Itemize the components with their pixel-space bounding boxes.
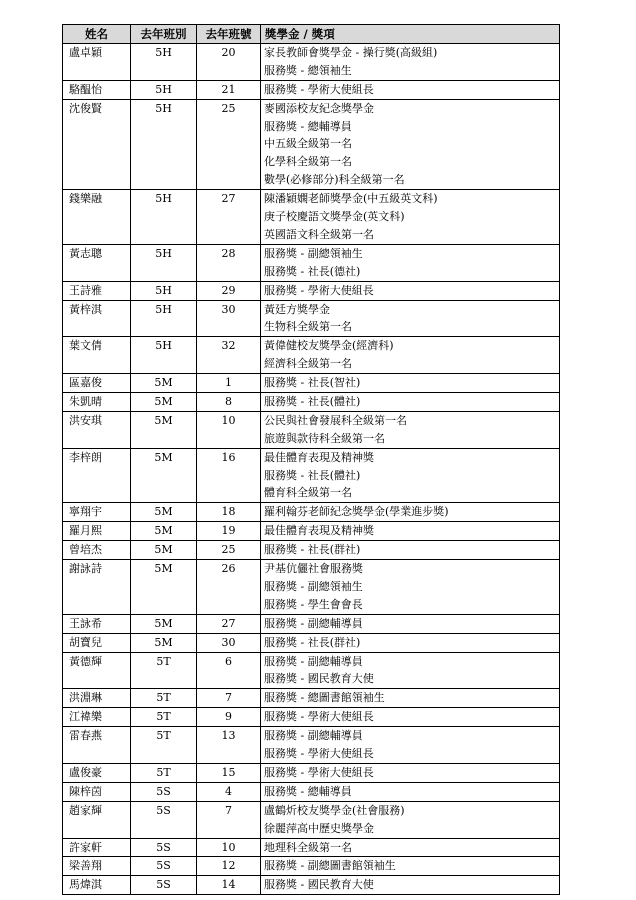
header-number: 去年班號 xyxy=(197,25,261,44)
class-cell: 5M xyxy=(131,392,197,411)
class-cell: 5T xyxy=(131,652,197,689)
class-cell: 5T xyxy=(131,708,197,727)
class-number-cell: 6 xyxy=(197,652,261,689)
class-cell: 5M xyxy=(131,503,197,522)
class-number-cell: 27 xyxy=(197,614,261,633)
student-name: 葉文倩 xyxy=(63,337,131,374)
class-cell: 5M xyxy=(131,411,197,448)
award-cell xyxy=(261,708,560,727)
class-number-cell: 13 xyxy=(197,727,261,764)
award-cell xyxy=(261,448,560,503)
student-name: 胡寶兒 xyxy=(63,633,131,652)
student-name: 沈俊賢 xyxy=(63,99,131,189)
table-row xyxy=(63,448,560,503)
award-item: 生物科全級第一名 xyxy=(264,320,352,334)
award-item: 地理科全級第一名 xyxy=(264,840,352,854)
award-item: 最佳體育表現及精神獎 xyxy=(264,524,374,538)
award-cell xyxy=(261,633,560,652)
award-cell xyxy=(261,300,560,337)
class-cell: 5H xyxy=(131,300,197,337)
award-cell xyxy=(261,727,560,764)
class-cell: 5H xyxy=(131,80,197,99)
award-item: 服務獎 - 學術大使組長 xyxy=(264,710,374,724)
table-row xyxy=(63,190,560,245)
award-item: 服務獎 - 社長(德社) xyxy=(264,264,361,278)
student-name: 梁善翔 xyxy=(63,857,131,876)
student-name: 王詠希 xyxy=(63,614,131,633)
header-award: 獎學金 / 獎項 xyxy=(261,25,560,44)
class-number-cell: 1 xyxy=(197,374,261,393)
award-item: 盧鶴炘校友獎學金(社會服務) xyxy=(264,803,405,817)
award-item: 黃廷方獎學金 xyxy=(264,302,330,316)
class-number-cell: 10 xyxy=(197,411,261,448)
award-cell xyxy=(261,392,560,411)
award-item: 服務獎 - 總領袖生 xyxy=(264,63,352,77)
award-cell xyxy=(261,614,560,633)
class-number-cell: 7 xyxy=(197,801,261,838)
award-cell xyxy=(261,190,560,245)
student-name: 黃志聰 xyxy=(63,244,131,281)
award-item: 服務獎 - 總輔導員 xyxy=(264,784,352,798)
award-cell xyxy=(261,44,560,81)
table-row xyxy=(63,727,560,764)
award-item: 麥國添校友紀念獎學金 xyxy=(264,101,374,115)
award-cell xyxy=(261,689,560,708)
award-item: 服務獎 - 學術大使組長 xyxy=(264,283,374,297)
class-cell: 5T xyxy=(131,727,197,764)
table-row xyxy=(63,708,560,727)
award-cell xyxy=(261,838,560,857)
table-row xyxy=(63,560,560,615)
award-cell xyxy=(261,503,560,522)
class-cell: 5M xyxy=(131,614,197,633)
student-name: 李梓朗 xyxy=(63,448,131,503)
class-number-cell: 27 xyxy=(197,190,261,245)
award-item: 服務獎 - 國民教育大使 xyxy=(264,672,374,686)
table-row xyxy=(63,281,560,300)
student-name: 陳梓茵 xyxy=(63,782,131,801)
table-row xyxy=(63,80,560,99)
award-cell xyxy=(261,80,560,99)
table-row xyxy=(63,99,560,189)
class-cell: 5M xyxy=(131,541,197,560)
class-number-cell: 8 xyxy=(197,392,261,411)
award-cell xyxy=(261,541,560,560)
class-number-cell: 12 xyxy=(197,857,261,876)
award-cell xyxy=(261,763,560,782)
student-name: 羅月熙 xyxy=(63,522,131,541)
student-name: 洪淵琳 xyxy=(63,689,131,708)
class-cell: 5T xyxy=(131,689,197,708)
class-number-cell: 30 xyxy=(197,633,261,652)
header-name: 姓名 xyxy=(63,25,131,44)
award-cell xyxy=(261,652,560,689)
student-name: 王詩雅 xyxy=(63,281,131,300)
student-name: 許家軒 xyxy=(63,838,131,857)
award-item: 服務獎 - 學術大使組長 xyxy=(264,747,374,761)
award-item: 徐麗萍高中歷史獎學金 xyxy=(264,821,374,835)
class-number-cell: 26 xyxy=(197,560,261,615)
class-cell: 5M xyxy=(131,448,197,503)
student-name: 雷春燕 xyxy=(63,727,131,764)
student-name: 黃德輝 xyxy=(63,652,131,689)
award-item: 服務獎 - 副總輔導員 xyxy=(264,729,363,743)
award-item: 服務獎 - 副總輔導員 xyxy=(264,616,363,630)
table-row xyxy=(63,633,560,652)
class-number-cell: 32 xyxy=(197,337,261,374)
table-row xyxy=(63,337,560,374)
header-row xyxy=(63,25,560,44)
award-cell xyxy=(261,782,560,801)
award-item: 服務獎 - 社長(體社) xyxy=(264,468,361,482)
class-cell: 5S xyxy=(131,838,197,857)
class-cell: 5S xyxy=(131,876,197,895)
award-item: 服務獎 - 副總領袖生 xyxy=(264,246,363,260)
award-item: 黃偉健校友獎學金(經濟科) xyxy=(264,339,394,353)
table-row xyxy=(63,652,560,689)
class-number-cell: 16 xyxy=(197,448,261,503)
award-item: 服務獎 - 學生會會長 xyxy=(264,597,363,611)
class-cell: 5M xyxy=(131,560,197,615)
award-cell xyxy=(261,560,560,615)
award-item: 服務獎 - 總圖書館領袖生 xyxy=(264,691,385,705)
class-cell: 5S xyxy=(131,782,197,801)
class-cell: 5H xyxy=(131,337,197,374)
student-name: 錢樂融 xyxy=(63,190,131,245)
award-item: 數學(必修部分)科全級第一名 xyxy=(264,173,405,187)
header-class: 去年班別 xyxy=(131,25,197,44)
table-row xyxy=(63,857,560,876)
table-row xyxy=(63,782,560,801)
award-item: 服務獎 - 國民教育大使 xyxy=(264,878,374,892)
class-number-cell: 15 xyxy=(197,763,261,782)
award-item: 化學科全級第一名 xyxy=(264,155,352,169)
class-number-cell: 30 xyxy=(197,300,261,337)
class-number-cell: 28 xyxy=(197,244,261,281)
award-cell xyxy=(261,99,560,189)
class-cell: 5S xyxy=(131,857,197,876)
award-cell xyxy=(261,522,560,541)
table-row xyxy=(63,689,560,708)
award-item: 服務獎 - 副總圖書館領袖生 xyxy=(264,859,396,873)
class-cell: 5M xyxy=(131,522,197,541)
award-item: 陳潘穎嫻老師獎學金(中五級英文科) xyxy=(264,192,438,206)
award-item: 尹基伉儷社會服務獎 xyxy=(264,562,363,576)
table-row xyxy=(63,411,560,448)
award-item: 服務獎 - 社長(群社) xyxy=(264,543,361,557)
award-item: 英國語文科全級第一名 xyxy=(264,227,374,241)
award-cell xyxy=(261,411,560,448)
class-cell: 5H xyxy=(131,244,197,281)
award-cell xyxy=(261,857,560,876)
class-cell: 5M xyxy=(131,374,197,393)
class-cell: 5T xyxy=(131,763,197,782)
table-row xyxy=(63,392,560,411)
table-row xyxy=(63,541,560,560)
student-name: 江褘樂 xyxy=(63,708,131,727)
class-number-cell: 21 xyxy=(197,80,261,99)
table-row xyxy=(63,876,560,895)
award-cell xyxy=(261,281,560,300)
award-cell xyxy=(261,374,560,393)
awards-table xyxy=(62,24,560,895)
class-number-cell: 10 xyxy=(197,838,261,857)
class-cell: 5M xyxy=(131,633,197,652)
class-cell: 5S xyxy=(131,801,197,838)
award-item: 體育科全級第一名 xyxy=(264,486,352,500)
class-number-cell: 29 xyxy=(197,281,261,300)
table-row xyxy=(63,801,560,838)
awards-sheet xyxy=(62,24,560,895)
table-row xyxy=(63,374,560,393)
award-item: 公民與社會發展科全級第一名 xyxy=(264,413,407,427)
table-row xyxy=(63,300,560,337)
award-item: 服務獎 - 副總輔導員 xyxy=(264,654,363,668)
table-row xyxy=(63,522,560,541)
class-number-cell: 14 xyxy=(197,876,261,895)
student-name: 馬煒淇 xyxy=(63,876,131,895)
student-name: 趙家輝 xyxy=(63,801,131,838)
award-item: 家長教師會獎學金 - 操行獎(高級組) xyxy=(264,46,438,59)
student-name: 盧卓穎 xyxy=(63,44,131,81)
award-item: 中五級全級第一名 xyxy=(264,137,352,151)
class-number-cell: 25 xyxy=(197,541,261,560)
award-cell xyxy=(261,244,560,281)
table-row xyxy=(63,838,560,857)
class-number-cell: 7 xyxy=(197,689,261,708)
table-row xyxy=(63,763,560,782)
award-item: 羅利翰芬老師紀念獎學金(學業進步獎) xyxy=(264,505,449,519)
table-body xyxy=(63,44,560,895)
class-number-cell: 4 xyxy=(197,782,261,801)
award-item: 服務獎 - 社長(智社) xyxy=(264,376,361,390)
table-row xyxy=(63,503,560,522)
award-item: 服務獎 - 學術大使組長 xyxy=(264,82,374,96)
award-cell xyxy=(261,337,560,374)
award-item: 經濟科全級第一名 xyxy=(264,357,352,371)
student-name: 區嘉俊 xyxy=(63,374,131,393)
award-item: 服務獎 - 學術大使組長 xyxy=(264,765,374,779)
award-cell xyxy=(261,801,560,838)
award-item: 服務獎 - 副總領袖生 xyxy=(264,579,363,593)
student-name: 寧翔宇 xyxy=(63,503,131,522)
award-cell xyxy=(261,876,560,895)
award-item: 庚子校慶語文獎學金(英文科) xyxy=(264,210,405,224)
class-number-cell: 18 xyxy=(197,503,261,522)
class-cell: 5H xyxy=(131,190,197,245)
student-name: 黃梓淇 xyxy=(63,300,131,337)
award-item: 旅遊與款待科全級第一名 xyxy=(264,431,385,445)
table-row xyxy=(63,44,560,81)
student-name: 曾培杰 xyxy=(63,541,131,560)
student-name: 洪安琪 xyxy=(63,411,131,448)
student-name: 駱醖怡 xyxy=(63,80,131,99)
award-item: 服務獎 - 社長(體社) xyxy=(264,394,361,408)
class-cell: 5H xyxy=(131,99,197,189)
class-cell: 5H xyxy=(131,44,197,81)
class-number-cell: 20 xyxy=(197,44,261,81)
table-row xyxy=(63,614,560,633)
table-row xyxy=(63,244,560,281)
award-item: 最佳體育表現及精神獎 xyxy=(264,450,374,464)
class-number-cell: 19 xyxy=(197,522,261,541)
class-cell: 5H xyxy=(131,281,197,300)
award-item: 服務獎 - 總輔導員 xyxy=(264,119,352,133)
class-number-cell: 9 xyxy=(197,708,261,727)
student-name: 謝詠詩 xyxy=(63,560,131,615)
award-item: 服務獎 - 社長(群社) xyxy=(264,635,361,649)
student-name: 朱凱晴 xyxy=(63,392,131,411)
student-name: 盧俊豪 xyxy=(63,763,131,782)
class-number-cell: 25 xyxy=(197,99,261,189)
